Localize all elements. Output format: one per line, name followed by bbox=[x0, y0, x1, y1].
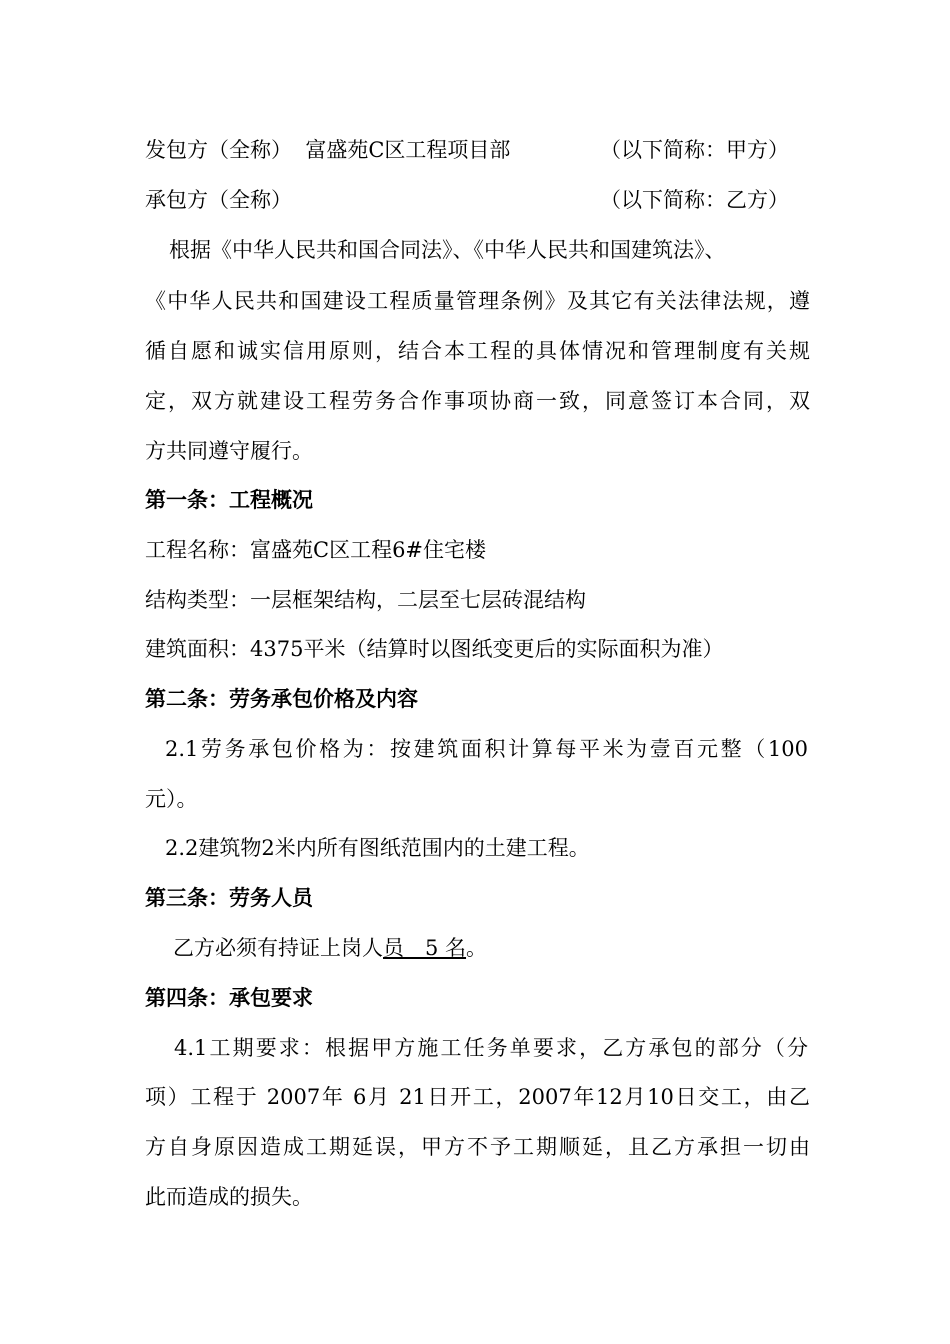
building-area: 建筑面积：4375平米（结算时以图纸变更后的实际面积为准） bbox=[145, 637, 724, 661]
contractor-label: 承包方（全称） bbox=[145, 188, 292, 212]
contractor-note: （以下简称：乙方） bbox=[600, 188, 789, 212]
clause-4-1-line2: 项）工程于 2007年 6月 21日开工，2007年12月10日交工，由乙 bbox=[145, 1085, 810, 1109]
staff-count: 员 5 名 bbox=[383, 936, 467, 960]
clause-2-1-line2: 元）。 bbox=[145, 787, 198, 811]
clause-2-2: 2.2建筑物2米内所有图纸范围内的土建工程。 bbox=[165, 836, 590, 860]
article2-title: 第二条：劳务承包价格及内容 bbox=[145, 686, 418, 711]
clause-4-1-line4: 此而造成的损失。 bbox=[145, 1185, 313, 1209]
structure-type: 结构类型：一层框架结构，二层至七层砖混结构 bbox=[145, 588, 586, 612]
article3-text bbox=[173, 934, 838, 962]
article1-title: 第一条：工程概况 bbox=[145, 487, 313, 512]
employer-line bbox=[145, 136, 810, 164]
article3-title: 第三条：劳务人员 bbox=[145, 885, 313, 910]
preamble-line-4: 定，双方就建设工程劳务合作事项协商一致，同意签订本合同，双 bbox=[145, 389, 810, 413]
article3-text-after: 。 bbox=[466, 936, 488, 960]
clause-4-1-line1: 4.1工期要求：根据甲方施工任务单要求，乙方承包的部分（分 bbox=[174, 1036, 808, 1060]
preamble-line-1: 根据《中华人民共和国合同法》、《中华人民共和国建筑法》、 bbox=[169, 238, 726, 262]
employer-name: 富盛苑C区工程项目部 bbox=[305, 138, 511, 162]
employer-note: （以下简称：甲方） bbox=[600, 138, 789, 162]
preamble-line-5: 方共同遵守履行。 bbox=[145, 439, 313, 463]
clause-4-1-line3: 方自身原因造成工期延误，甲方不予工期顺延，且乙方承担一切由 bbox=[145, 1135, 810, 1159]
article4-title: 第四条：承包要求 bbox=[145, 985, 313, 1010]
project-name: 工程名称：富盛苑C区工程6#住宅楼 bbox=[145, 538, 487, 562]
preamble-line-2: 《中华人民共和国建设工程质量管理条例》及其它有关法律法规，遵 bbox=[145, 289, 810, 313]
article3-text-before: 乙方必须有持证上岗人 bbox=[173, 936, 383, 960]
contractor-line bbox=[145, 186, 810, 214]
employer-label: 发包方（全称） bbox=[145, 138, 292, 162]
clause-2-1-line1: 2.1劳务承包价格为：按建筑面积计算每平米为壹百元整（100 bbox=[165, 737, 808, 761]
preamble-line-3: 循自愿和诚实信用原则，结合本工程的具体情况和管理制度有关规 bbox=[145, 339, 810, 363]
